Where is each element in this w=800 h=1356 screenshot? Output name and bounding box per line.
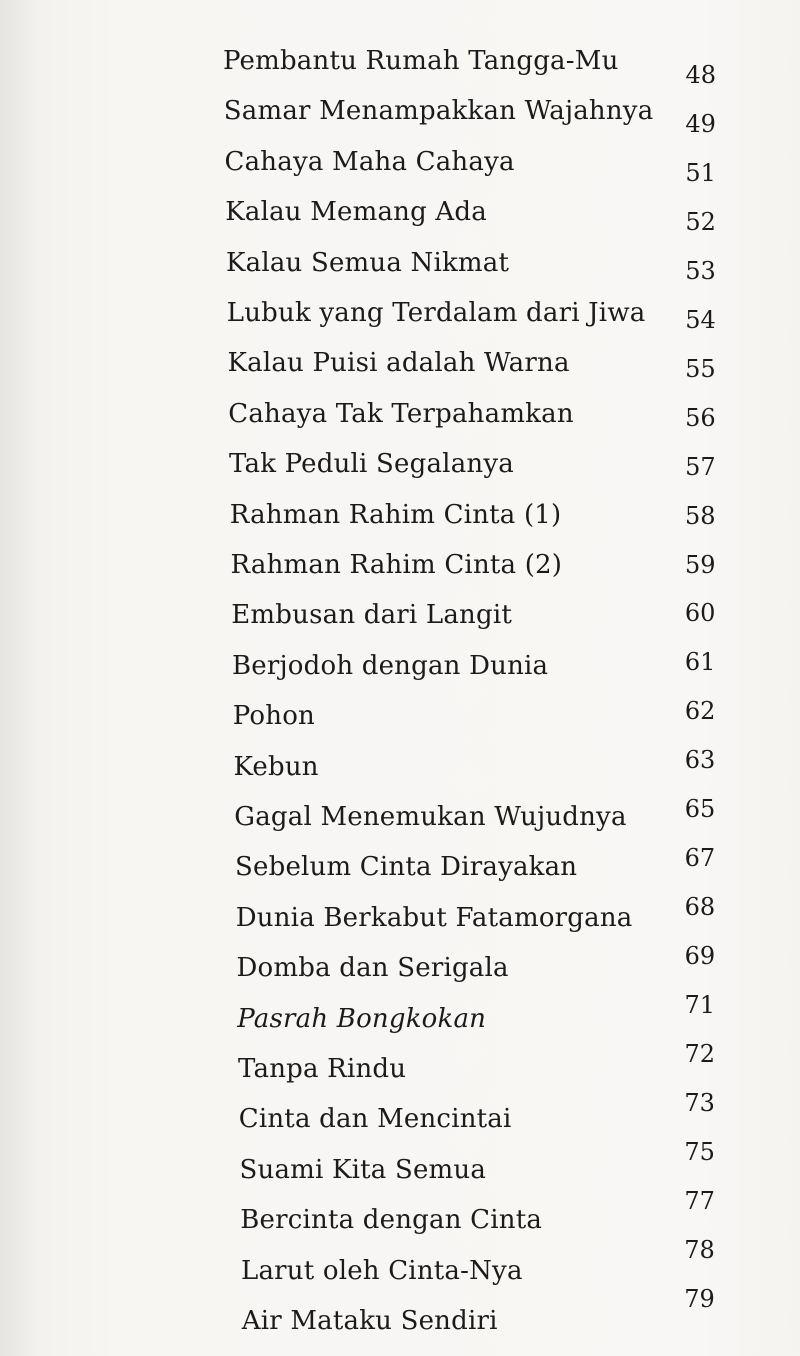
toc-entry-title: Air Mataku Sendiri: [241, 1306, 498, 1336]
toc-entry-page-number: 48: [685, 61, 716, 89]
toc-entry-title: Pohon: [232, 701, 315, 732]
toc-entry: [0, 449, 800, 499]
toc-entry-title: Rahman Rahim Cinta (1): [229, 499, 562, 530]
toc-entry-page-number: 63: [684, 746, 716, 775]
toc-entry-page-number: 68: [684, 893, 716, 922]
toc-entry: [0, 1186, 800, 1255]
toc-entry-page-number: 78: [684, 1235, 715, 1264]
toc-entry-page-number: 49: [685, 109, 716, 138]
toc-entry-title: Dunia Berkabut Fatamorgana: [235, 902, 633, 933]
toc-entry: [0, 1040, 800, 1104]
toc-entry-title: Kalau Puisi adalah Warna: [227, 348, 570, 379]
toc-entry-title: Larut oleh Cinta-Nya: [241, 1255, 523, 1286]
toc-entry-title: Cahaya Tak Terpahamkan: [228, 398, 574, 429]
toc-entry-page-number: 71: [684, 991, 716, 1020]
toc-entry: [0, 147, 800, 197]
toc-entry-title: Kalau Memang Ada: [225, 197, 487, 228]
toc-entry-page-number: 61: [684, 648, 716, 677]
toc-entry-page-number: 55: [685, 354, 716, 383]
toc-entry: [0, 399, 800, 449]
toc-entry: [0, 942, 800, 1003]
toc-entry: [0, 500, 800, 550]
toc-entry-title: Cahaya Maha Cahaya: [224, 146, 515, 177]
toc-entry: [0, 298, 800, 348]
toc-entry-title: Cinta dan Mencintai: [238, 1104, 512, 1135]
toc-entry-page-number: 56: [685, 403, 716, 432]
toc-entry-page-number: 60: [684, 599, 716, 628]
toc-entry-title: Tanpa Rindu: [238, 1054, 407, 1084]
toc-entry: [0, 746, 800, 802]
toc-entry: [0, 893, 800, 953]
toc-entry: [0, 600, 800, 650]
toc-entry-title: Bercinta dengan Cinta: [240, 1205, 543, 1236]
toc-entry-page-number: 52: [685, 207, 716, 236]
toc-entry: [0, 197, 800, 247]
toc-entry-title: Rahman Rahim Cinta (2): [230, 550, 563, 580]
toc-entry-page-number: 73: [684, 1088, 715, 1117]
toc-entry-page-number: 72: [684, 1040, 715, 1068]
toc-entry: [0, 795, 800, 852]
toc-entry: [0, 248, 800, 298]
toc-entry-title: Berjodoh dengan Dunia: [232, 650, 549, 681]
toc-entry: [0, 1137, 800, 1205]
toc-entry-page-number: 65: [684, 795, 716, 824]
toc-entry-title: Gagal Menemukan Wujudnya: [234, 802, 627, 832]
toc-entry: [0, 697, 800, 751]
toc-entry-title: Embusan dari Langit: [231, 600, 512, 631]
toc-entry-title: Pasrah Bongkokan: [237, 1003, 487, 1034]
toc-entry-page-number: 54: [685, 305, 716, 334]
toc-entry-title: Lubuk yang Terdalam dari Jiwa: [226, 298, 646, 328]
toc-entry-page-number: 58: [685, 501, 716, 530]
toc-entry: [0, 648, 800, 701]
toc-entry: [0, 1088, 800, 1154]
toc-entry: [0, 550, 800, 600]
toc-entry-page-number: 77: [684, 1186, 715, 1215]
toc-entry: [0, 46, 800, 96]
toc-entry-title: Tak Peduli Segalanya: [229, 449, 514, 480]
toc-entry: [0, 1284, 800, 1356]
toc-entry-title: Suami Kita Semua: [239, 1154, 487, 1185]
toc-entry-page-number: 67: [684, 844, 716, 873]
toc-entry-title: Samar Menampakkan Wajahnya: [223, 96, 654, 127]
toc-entry: [0, 1235, 800, 1306]
toc-entry-page-number: 79: [684, 1284, 715, 1313]
toc-entry-title: Sebelum Cinta Dirayakan: [235, 852, 578, 883]
toc-entry: [0, 991, 800, 1054]
toc-entry-title: Domba dan Serigala: [236, 953, 509, 984]
toc-entry-page-number: 62: [684, 697, 716, 726]
toc-entry-page-number: 75: [684, 1137, 715, 1166]
toc-entry-page-number: 57: [685, 452, 716, 481]
toc-entry: [0, 844, 800, 902]
toc-entry-title: Pembantu Rumah Tangga-Mu: [223, 46, 619, 76]
toc-entry-page-number: 53: [685, 256, 716, 285]
toc-entry-title: Kebun: [233, 751, 319, 782]
toc-entry: [0, 96, 800, 146]
toc-entry: [0, 348, 800, 398]
toc-entry-page-number: 59: [684, 550, 716, 579]
toc-entry-page-number: 51: [685, 158, 716, 187]
toc-entry-title: Kalau Semua Nikmat: [226, 247, 510, 278]
toc-entry-page-number: 69: [684, 942, 716, 971]
